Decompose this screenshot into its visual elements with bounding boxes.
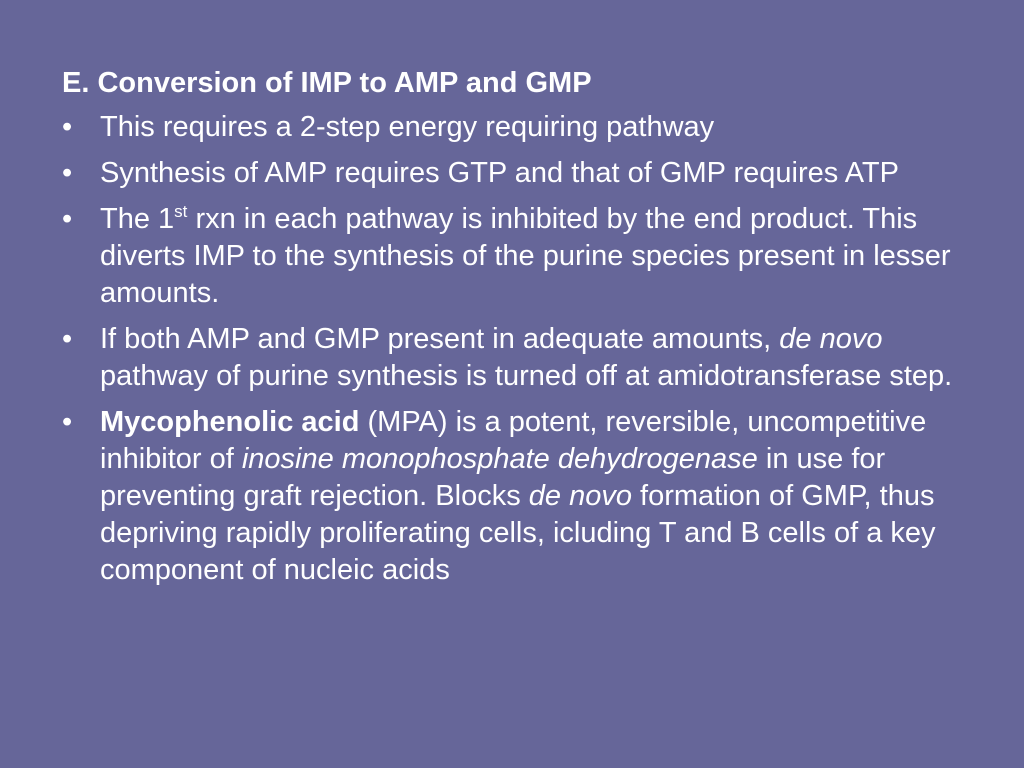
- text-run: formation of GMP, thus depriving rapidly proliferating cells, icluding T and B cells of a key component of nucleic acids: [100, 480, 936, 586]
- text-run: (MPA) is a potent, reversible, uncompetitive inhibitor of: [100, 406, 927, 475]
- text-run: in use for preventing graft rejection. Blocks: [100, 443, 886, 512]
- bullet-item: [62, 201, 972, 312]
- bullet-dot: •: [62, 157, 73, 189]
- text-run: rxn in each pathway is inhibited by the end product. This diverts IMP to the synthesis of the purine species present in lesser amounts.: [100, 203, 951, 309]
- italic-term: de novo: [779, 323, 883, 355]
- bullet-dot: •: [62, 111, 73, 143]
- bullet-list: [62, 109, 972, 598]
- text-run: pathway of purine synthesis is turned off at amidotransferase step.: [100, 360, 953, 392]
- bullet-dot: •: [62, 203, 73, 235]
- bullet-text: [100, 406, 936, 586]
- bullet-dot: •: [62, 406, 73, 438]
- bullet-item: [62, 109, 972, 146]
- italic-term: de novo: [528, 480, 632, 512]
- text-run: If both AMP and GMP present in adequate amounts,: [100, 323, 780, 355]
- bullet-item: [62, 404, 972, 589]
- bullet-item: [62, 155, 972, 192]
- text-run: The 1: [100, 203, 175, 235]
- superscript: st: [174, 202, 188, 221]
- bullet-text: [100, 203, 951, 309]
- bullet-text: This requires a 2-step energy requiring pathway: [100, 111, 715, 143]
- bullet-dot: •: [62, 323, 73, 355]
- italic-term: inosine monophosphate dehydrogenase: [241, 443, 758, 475]
- bullet-text: Synthesis of AMP requires GTP and that of GMP requires ATP: [100, 157, 899, 189]
- bullet-item: [62, 321, 972, 395]
- slide-title: E. Conversion of IMP to AMP and GMP: [62, 67, 592, 99]
- bullet-text: [100, 323, 952, 392]
- bold-term: Mycophenolic acid: [100, 406, 360, 438]
